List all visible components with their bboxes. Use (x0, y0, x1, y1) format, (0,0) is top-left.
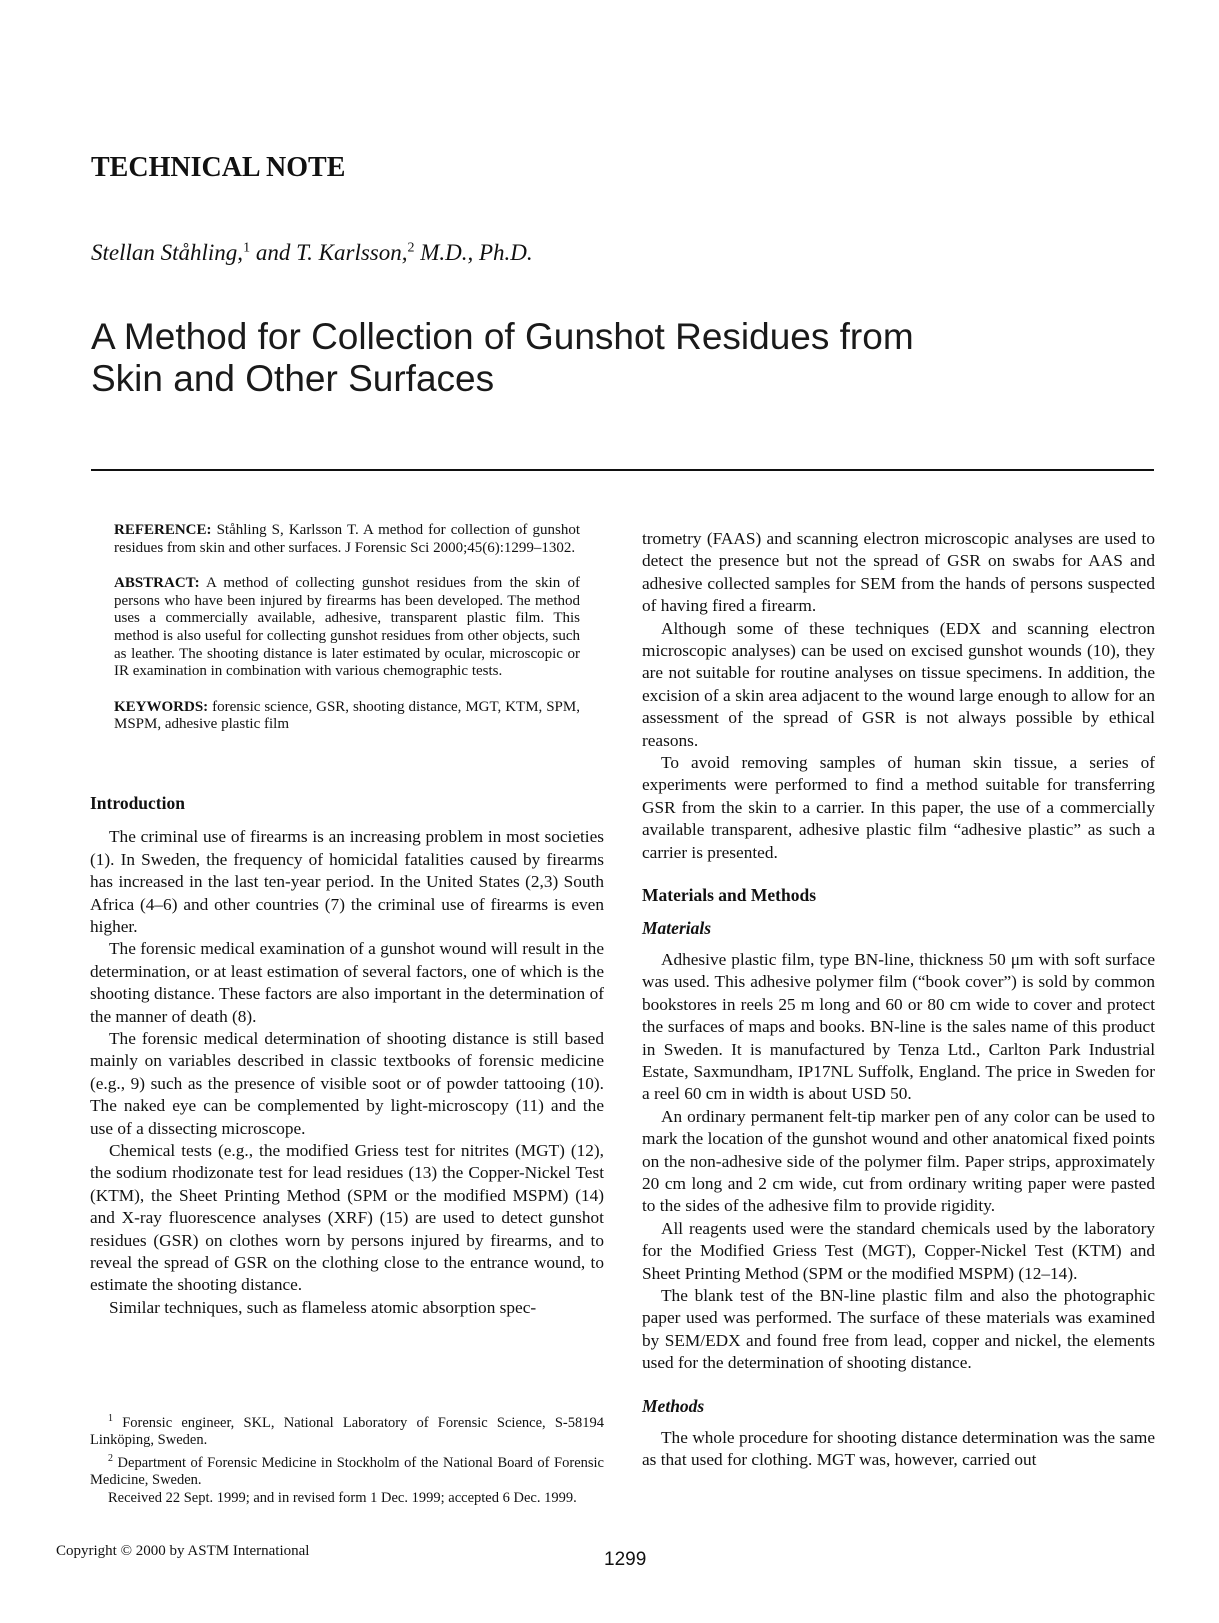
reference-block (114, 522, 580, 557)
introduction-paragraph: Although some of these techniques (EDX and scanning electron microscopic analyses) can be used on excised gunshot wounds (10), they are not suitable for routine analyses on tissue specimens. In addition, the excision of a skin area adjacent to the wound large enough to allow for an assessment of the spread of GSR is not always possible by ethical reasons. (642, 618, 1155, 750)
reference-text: Ståhling S, Karlsson T. A method for collection of gunshot residues from skin and other surfaces. J Forensic Sci 2000;45(6):1299–1302. (114, 522, 580, 556)
materials-paragraph: An ordinary permanent felt-tip marker pen of any color can be used to mark the location of the gunshot wound and other anatomical fixed points on the non-adhesive side of the polymer film. Paper strips, approximately 20 cm long and 2 cm wide, cut from ordinary writing paper were pasted to the sides of the adhesive film to provide rigidity. (642, 1106, 1155, 1216)
materials-paragraph: Adhesive plastic film, type BN-line, thickness 50 μm with soft surface was used. This adhesive polymer film (“book cover”) is sold by common bookstores in reels 25 m long and 60 or 80 cm wide to cover and protect the surfaces of maps and books. BN-line is the sales name of this product in Sweden. It is manufactured by Tenza Ltd., Carlton Park Industrial Estate, Saxmundham, IP17NL Suffolk, England. The price in Sweden for a reel 60 cm in width is about USD 50. (642, 949, 1155, 1104)
keywords-label: KEYWORDS: (114, 698, 209, 715)
introduction-heading: Introduction (90, 792, 185, 813)
author-2-degrees: M.D., Ph.D. (414, 240, 533, 265)
title-line-1: A Method for Collection of Gunshot Residues from (91, 316, 914, 357)
introduction-paragraph: The forensic medical examination of a gunshot wound will result in the determination, or at least estimation of several factors, one of which is the shooting distance. These factors are also important in the determination of the manner of death (8). (90, 939, 604, 1026)
materials-paragraph: All reagents used were the standard chemicals used by the laboratory for the Modified Griess Test (MGT), Copper-Nickel Test (KTM) and Sheet Printing Method (SPM or the modified MSPM) (12–14). (642, 1218, 1155, 1283)
introduction-paragraph: The forensic medical determination of shooting distance is still based mainly on variables described in classic textbooks of forensic medicine (e.g., 9) such as the presence of visible soot or of powder tattooing (10). The naked eye can be complemented by light-microscopy (11) and the use of a dissecting microscope. (90, 1029, 604, 1138)
intro-continuation: trometry (FAAS) and scanning electron microscopic analyses are used to detect the presence but not the spread of GSR on swabs for AAS and adhesive collected samples for SEM from the hands of persons suspected of having fired a firearm. (642, 529, 1155, 616)
right-column (642, 528, 1155, 1472)
footnotes (90, 1410, 604, 1508)
author-1-name: Stellan Ståhling, (91, 240, 244, 265)
introduction-paragraph: The criminal use of firearms is an increasing problem in most societies (1). In Sweden, the frequency of homicidal fatalities caused by firearms has increased in the last ten-year period. In the United States (2,3) South Africa (4–6) and other countries (7) the criminal use of firearms is even higher. (90, 827, 604, 936)
footnote-2-text: Department of Forensic Medicine in Stockholm of the National Board of Forensic Medicine, Sweden. (90, 1454, 604, 1489)
introduction-paragraph: Chemical tests (e.g., the modified Griess test for nitrites (MGT) (12), the sodium rhodizonate test for lead residues (13) the Copper-Nickel Test (KTM), the Sheet Printing Method (SPM or the modified MSPM) (14) and X-ray fluorescence analyses (XRF) (15) are used to detect gunshot residues (GSR) on clothes worn by persons injured by firearms, and to reveal the spread of GSR on the clothing close to the entrance wound, to estimate the shooting distance. (90, 1141, 604, 1295)
footnote-1-text: Forensic engineer, SKL, National Laboratory of Forensic Science, S-58194 Linköping, Sweden. (90, 1414, 604, 1449)
received-dates: Received 22 Sept. 1999; and in revised form 1 Dec. 1999; accepted 6 Dec. 1999. (108, 1490, 577, 1507)
author-1-affiliation-mark: 1 (243, 240, 251, 256)
materials-subheading: Materials (642, 917, 712, 938)
materials-methods-heading: Materials and Methods (642, 885, 817, 906)
copyright-notice: Copyright © 2000 by ASTM International (56, 1543, 310, 1559)
title-line-2: Skin and Other Surfaces (91, 358, 495, 399)
author-line (91, 240, 533, 266)
abstract-text: A method of collecting gunshot residues from the skin of persons who have been injured by firearms has been developed. The method uses a commercially available, adhesive, transparent plastic film. This method is also useful for collecting gunshot residues from other objects, such as leather. The shooting distance is later estimated by ocular, microscopic or IR examination in combination with various chemographic tests. (114, 575, 580, 680)
footnote-2 (90, 1450, 604, 1490)
abstract-label: ABSTRACT: (114, 575, 200, 592)
left-column (90, 522, 604, 1319)
footnote-1-mark: 1 (108, 1413, 113, 1424)
article-title (91, 316, 991, 400)
methods-subheading: Methods (642, 1395, 705, 1416)
title-divider (91, 469, 1154, 471)
introduction-paragraph: To avoid removing samples of human skin tissue, a series of experiments were performed to find a method suitable for transferring GSR from the skin to a carrier. In this paper, the use of a commercially available transparent, adhesive plastic film “adhesive plastic” as such a carrier is presented. (642, 753, 1155, 862)
article-type-label: TECHNICAL NOTE (91, 152, 346, 183)
footnote-1 (90, 1410, 604, 1450)
methods-paragraph: The whole procedure for shooting distance determination was the same as that used for clothing. MGT was, however, carried out (642, 1428, 1155, 1470)
abstract-block (114, 575, 580, 681)
keywords-block (114, 699, 580, 734)
author-2-affiliation-mark: 2 (407, 240, 415, 256)
footnote-2-mark: 2 (108, 1453, 113, 1465)
author-2-name: and T. Karlsson, (250, 240, 408, 265)
introduction-paragraph: Similar techniques, such as flameless atomic absorption spec- (109, 1297, 537, 1317)
page-number: 1299 (604, 1549, 647, 1570)
materials-paragraph: The blank test of the BN-line plastic film and also the photographic paper used was performed. The surface of these materials was examined by SEM/EDX and found free from lead, copper and nickel, the elements used for the determination of shooting distance. (642, 1286, 1155, 1373)
reference-label: REFERENCE: (114, 522, 212, 538)
keywords-text: forensic science, GSR, shooting distance, MGT, KTM, SPM, MSPM, adhesive plastic film (114, 698, 580, 733)
